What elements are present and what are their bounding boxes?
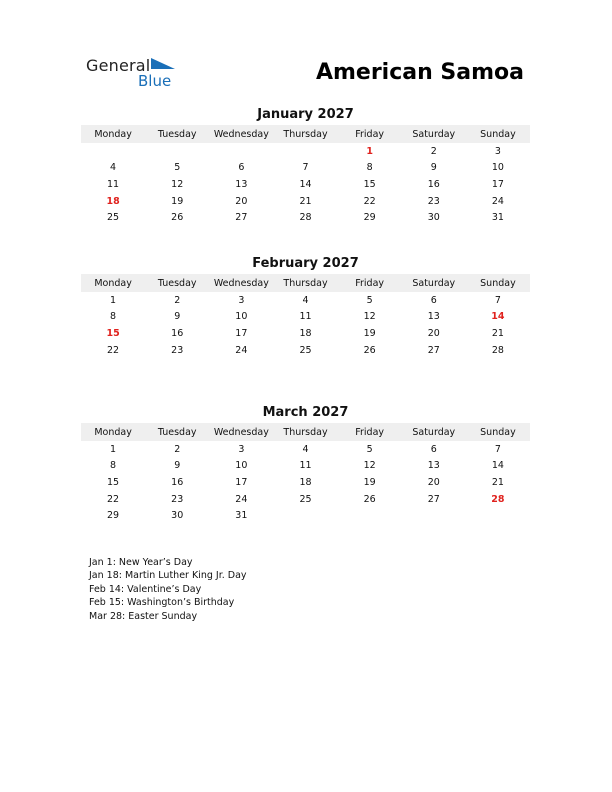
weekday-header: Monday xyxy=(81,274,145,292)
day-cell: 30 xyxy=(171,510,184,522)
day-cell: 24 xyxy=(235,344,248,356)
day-cell: 24 xyxy=(491,195,504,207)
day-cell xyxy=(209,143,273,160)
holiday-item: Jan 1: New Year’s Day xyxy=(89,557,193,568)
month-title: March 2027 xyxy=(262,405,349,420)
day-cell: 26 xyxy=(363,344,376,356)
day-cell: 31 xyxy=(235,510,248,522)
day-cell: 23 xyxy=(171,344,184,356)
day-cell: 8 xyxy=(110,460,117,472)
day-cell: 27 xyxy=(427,344,440,356)
holiday-list xyxy=(89,556,247,623)
logo-flag-icon xyxy=(151,58,175,69)
day-cell: 28 xyxy=(491,344,504,356)
day-cell: 7 xyxy=(494,294,501,306)
weekday-header: Wednesday xyxy=(209,274,273,292)
day-cell: 24 xyxy=(235,493,248,505)
day-cell: 25 xyxy=(299,493,312,505)
day-cell: 7 xyxy=(302,162,309,174)
day-cell: 3 xyxy=(238,443,245,455)
day-cell: 11 xyxy=(299,460,312,472)
month-january xyxy=(81,107,530,226)
weekday-header: Monday xyxy=(81,125,145,143)
day-cell: 13 xyxy=(235,178,248,190)
day-cell: 9 xyxy=(174,311,181,323)
day-cell: 10 xyxy=(491,162,504,174)
day-cell xyxy=(145,143,209,160)
day-cell: 20 xyxy=(427,327,440,339)
week-row xyxy=(81,143,530,160)
weekday-header: Sunday xyxy=(466,423,530,441)
day-cell: 19 xyxy=(363,327,376,339)
day-cell: 28 xyxy=(491,493,505,505)
week-row xyxy=(81,441,530,458)
day-cell: 22 xyxy=(107,344,120,356)
day-cell: 1 xyxy=(110,294,117,306)
day-cell: 16 xyxy=(171,327,184,339)
week-row xyxy=(81,209,530,226)
day-cell: 3 xyxy=(238,294,245,306)
weekday-header: Thursday xyxy=(273,125,337,143)
month-march xyxy=(81,405,530,524)
country-title: American Samoa xyxy=(315,60,524,85)
day-cell: 12 xyxy=(171,178,184,190)
day-cell: 4 xyxy=(302,294,309,306)
day-cell: 6 xyxy=(430,443,437,455)
month-title: January 2027 xyxy=(257,107,354,122)
day-cell: 17 xyxy=(491,178,504,190)
weekday-header: Friday xyxy=(338,274,402,292)
week-row xyxy=(81,458,530,475)
weekday-header: Sunday xyxy=(466,125,530,143)
day-cell: 10 xyxy=(235,460,248,472)
day-cell: 18 xyxy=(299,476,312,488)
weekday-header: Sunday xyxy=(466,274,530,292)
day-cell: 2 xyxy=(174,443,181,455)
day-cell: 2 xyxy=(174,294,181,306)
day-cell: 15 xyxy=(106,327,120,339)
day-cell: 16 xyxy=(427,178,440,190)
day-cell: 8 xyxy=(110,311,117,323)
day-cell: 15 xyxy=(363,178,376,190)
weekday-header: Monday xyxy=(81,423,145,441)
day-cell: 10 xyxy=(235,311,248,323)
weekday-header: Friday xyxy=(338,125,402,143)
day-cell: 11 xyxy=(299,311,312,323)
weekday-header: Tuesday xyxy=(145,125,209,143)
day-cell xyxy=(81,143,145,160)
holiday-item: Feb 15: Washington’s Birthday xyxy=(89,597,235,609)
day-cell: 26 xyxy=(363,493,376,505)
day-cell: 29 xyxy=(363,212,376,224)
day-cell: 14 xyxy=(299,178,312,190)
weekday-header: Wednesday xyxy=(209,125,273,143)
day-cell: 23 xyxy=(171,493,184,505)
week-row xyxy=(81,491,530,508)
weekday-header: Friday xyxy=(338,423,402,441)
day-cell: 16 xyxy=(171,476,184,488)
day-cell: 25 xyxy=(299,344,312,356)
day-cell xyxy=(338,507,402,524)
day-cell: 18 xyxy=(299,327,312,339)
week-row xyxy=(81,176,530,193)
week-row xyxy=(81,309,530,326)
day-cell: 11 xyxy=(107,178,120,190)
holiday-item: Mar 28: Easter Sunday xyxy=(89,610,198,622)
weekday-header: Tuesday xyxy=(145,423,209,441)
weekday-header: Wednesday xyxy=(209,423,273,441)
day-cell: 19 xyxy=(363,476,376,488)
day-cell: 17 xyxy=(235,476,248,488)
week-row xyxy=(81,325,530,342)
day-cell xyxy=(466,507,530,524)
week-row xyxy=(81,160,530,177)
day-cell: 5 xyxy=(174,162,181,174)
day-cell: 12 xyxy=(363,460,376,472)
day-cell xyxy=(273,507,337,524)
day-cell: 27 xyxy=(427,493,440,505)
weekday-header: Saturday xyxy=(402,423,466,441)
weekday-header: Saturday xyxy=(402,125,466,143)
holiday-item: Feb 14: Valentine’s Day xyxy=(89,583,202,595)
weekday-header-row xyxy=(81,423,530,441)
day-cell: 15 xyxy=(107,476,120,488)
day-cell: 19 xyxy=(171,195,184,207)
weekday-header: Saturday xyxy=(402,274,466,292)
day-cell: 21 xyxy=(491,327,504,339)
weekday-header-row xyxy=(81,274,530,292)
day-cell: 13 xyxy=(427,311,440,323)
day-cell: 23 xyxy=(427,195,440,207)
day-cell: 5 xyxy=(366,443,373,455)
day-cell: 14 xyxy=(491,311,505,323)
day-cell: 6 xyxy=(238,162,245,174)
day-cell: 9 xyxy=(430,162,437,174)
day-cell: 31 xyxy=(491,212,504,224)
day-cell xyxy=(273,143,337,160)
day-cell: 13 xyxy=(427,460,440,472)
day-cell: 5 xyxy=(366,294,373,306)
day-cell: 22 xyxy=(107,493,120,505)
weekday-header: Thursday xyxy=(273,274,337,292)
day-cell: 21 xyxy=(299,195,312,207)
day-cell: 6 xyxy=(430,294,437,306)
day-cell: 3 xyxy=(494,145,501,157)
logo-text-blue: Blue xyxy=(138,72,172,90)
week-row xyxy=(81,292,530,309)
day-cell: 9 xyxy=(174,460,181,472)
day-cell: 30 xyxy=(427,212,440,224)
day-cell xyxy=(402,507,466,524)
month-february xyxy=(81,256,530,358)
holiday-item: Jan 18: Martin Luther King Jr. Day xyxy=(89,570,247,582)
weekday-header-row xyxy=(81,125,530,143)
day-cell: 28 xyxy=(299,212,312,224)
month-title: February 2027 xyxy=(252,256,359,271)
calendar-grid xyxy=(81,423,530,524)
calendar-grid xyxy=(81,274,530,358)
day-cell: 29 xyxy=(107,510,120,522)
week-row xyxy=(81,474,530,491)
day-cell: 17 xyxy=(235,327,248,339)
day-cell: 1 xyxy=(366,145,373,157)
day-cell: 25 xyxy=(107,212,120,224)
day-cell: 8 xyxy=(366,162,373,174)
day-cell: 21 xyxy=(491,476,504,488)
day-cell: 4 xyxy=(302,443,309,455)
day-cell: 14 xyxy=(491,460,504,472)
logo xyxy=(86,56,186,90)
week-row xyxy=(81,507,530,524)
calendar-grid xyxy=(81,125,530,226)
day-cell: 1 xyxy=(110,443,117,455)
week-row xyxy=(81,342,530,359)
day-cell: 20 xyxy=(427,476,440,488)
day-cell: 12 xyxy=(363,311,376,323)
logo-text-general: General xyxy=(86,56,151,75)
day-cell: 4 xyxy=(110,162,117,174)
day-cell: 22 xyxy=(363,195,376,207)
day-cell: 20 xyxy=(235,195,248,207)
weekday-header: Thursday xyxy=(273,423,337,441)
day-cell: 7 xyxy=(494,443,501,455)
week-row xyxy=(81,193,530,210)
day-cell: 18 xyxy=(106,195,120,207)
day-cell: 27 xyxy=(235,212,248,224)
weekday-header: Tuesday xyxy=(145,274,209,292)
day-cell: 2 xyxy=(430,145,437,157)
day-cell: 26 xyxy=(171,212,184,224)
